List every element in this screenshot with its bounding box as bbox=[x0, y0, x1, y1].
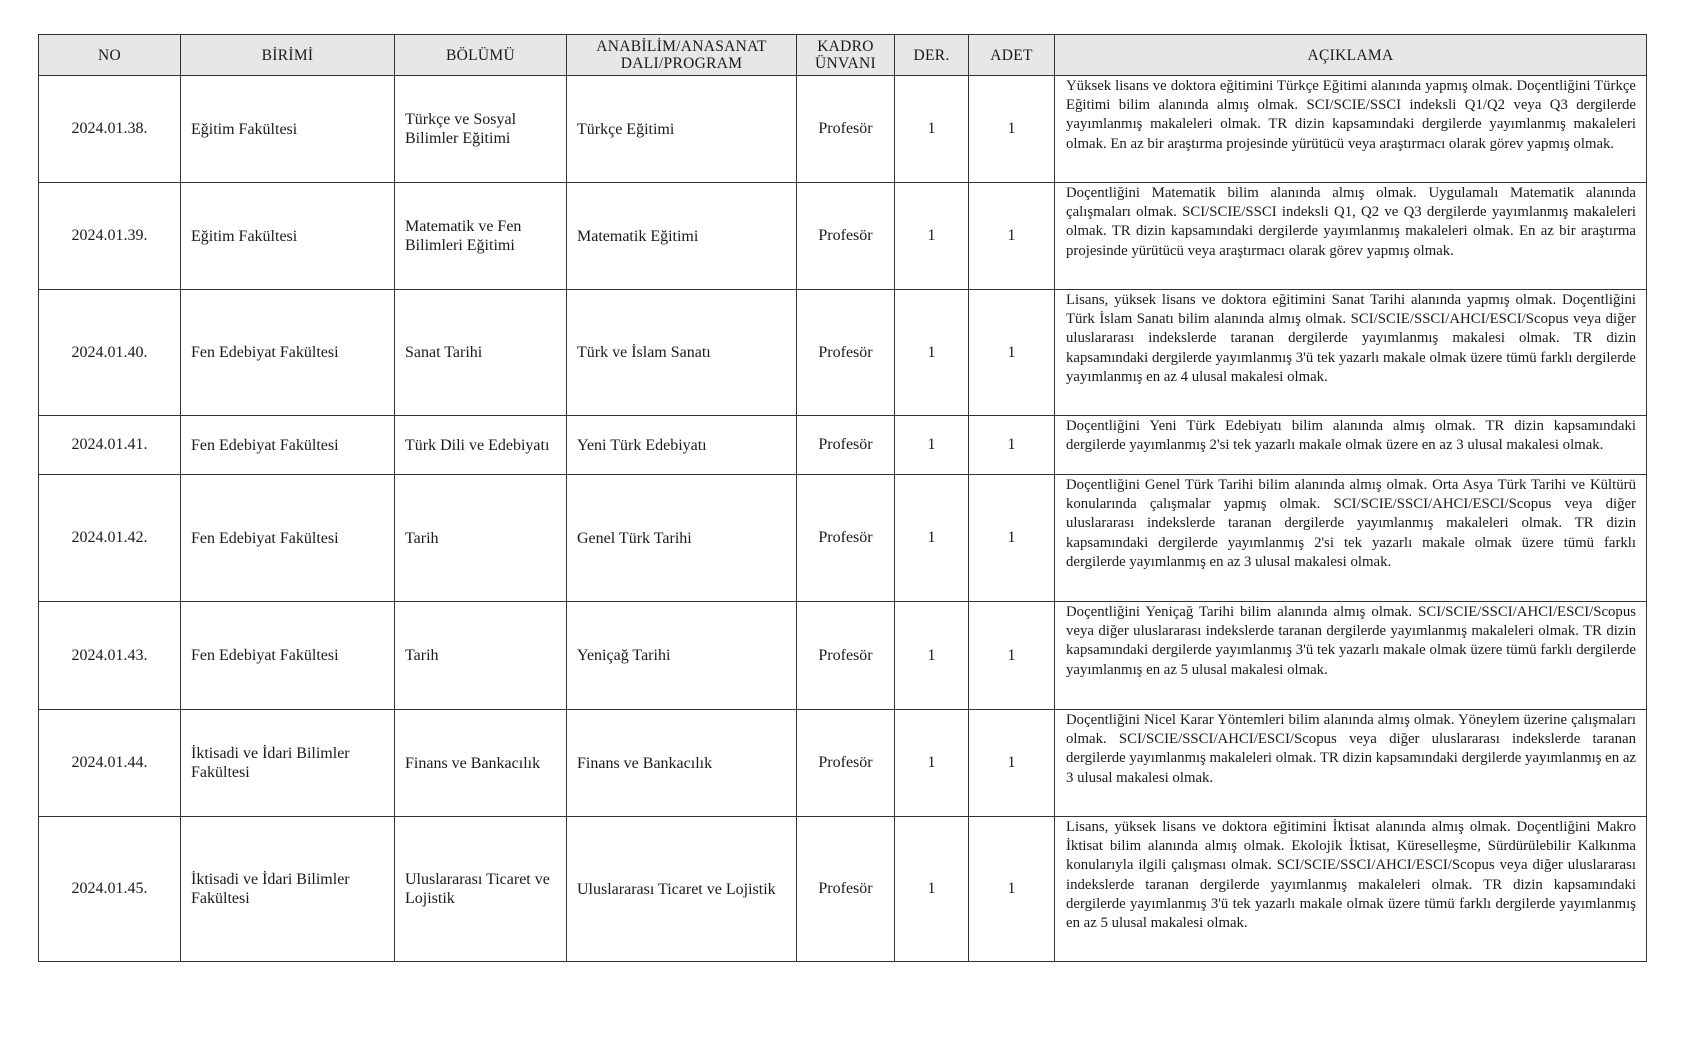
header-kadro-line2: ÜNVANI bbox=[815, 55, 876, 72]
cell-der: 1 bbox=[895, 817, 969, 962]
table-row bbox=[39, 183, 1647, 290]
cell-anabilim: Türkçe Eğitimi bbox=[567, 76, 797, 183]
cell-kadro: Profesör bbox=[797, 290, 895, 416]
cell-aciklama: Doçentliğini Yeniçağ Tarihi bilim alanında almış olmak. SCI/SCIE/SSCI/AHCI/ESCI/Scopus veya diğer uluslararası indekslerde taranan dergilerde yayımlanmış makaleleri olmak. TR dizin kapsamındaki dergilerde yayımlanmış 3'ü tek yazarlı makale olmak üzere tümü farklı dergilerde yayımlanmış en az 5 ulusal makalesi olmak. bbox=[1055, 602, 1647, 710]
cell-bolumu: Tarih bbox=[395, 602, 567, 710]
cell-adet: 1 bbox=[969, 710, 1055, 817]
table-row bbox=[39, 290, 1647, 416]
header-bolumu: BÖLÜMÜ bbox=[395, 35, 567, 76]
cell-birimi: Fen Edebiyat Fakültesi bbox=[181, 475, 395, 602]
cell-adet: 1 bbox=[969, 290, 1055, 416]
cell-anabilim: Yeni Türk Edebiyatı bbox=[567, 416, 797, 475]
header-kadro-line1: KADRO bbox=[817, 38, 874, 55]
cell-kadro: Profesör bbox=[797, 76, 895, 183]
cell-no: 2024.01.45. bbox=[39, 817, 181, 962]
cell-aciklama: Lisans, yüksek lisans ve doktora eğitimini İktisat alanında almış olmak. Doçentliğini Makro İktisat bilim alanında almış olmak. Ekolojik İktisat, Küreselleşme, Sürdürülebilir Kalkınma konularıyla ilgili çalışması olmak. SCI/SCIE/SSCI/AHCI/ESCI/Scopus veya diğer uluslararası indekslerde taranan dergilerde yayımlanmış makaleleri olmak. TR dizin kapsamındaki dergilerde yayımlanmış 3'ü tek yazarlı makale olmak üzere tümü farklı dergilerde yayımlanmış en az 5 ulusal makalesi olmak. bbox=[1055, 817, 1647, 962]
cell-anabilim: Yeniçağ Tarihi bbox=[567, 602, 797, 710]
cell-bolumu: Tarih bbox=[395, 475, 567, 602]
header-anabilim-line2: DALI/PROGRAM bbox=[620, 55, 743, 72]
cell-adet: 1 bbox=[969, 183, 1055, 290]
cell-bolumu: Türk Dili ve Edebiyatı bbox=[395, 416, 567, 475]
cell-no: 2024.01.42. bbox=[39, 475, 181, 602]
cell-no: 2024.01.43. bbox=[39, 602, 181, 710]
cell-no: 2024.01.41. bbox=[39, 416, 181, 475]
cell-anabilim: Uluslararası Ticaret ve Lojistik bbox=[567, 817, 797, 962]
cell-adet: 1 bbox=[969, 475, 1055, 602]
cell-bolumu: Türkçe ve Sosyal Bilimler Eğitimi bbox=[395, 76, 567, 183]
cell-aciklama: Doçentliğini Genel Türk Tarihi bilim alanında almış olmak. Orta Asya Türk Tarihi ve Kültürü konularında çalışmalar yapmış olmak. SCI/SCIE/SSCI/AHCI/ESCI/Scopus veya diğer uluslararası indekslerde taranan dergilerde yayımlanmış makaleleri olmak. TR dizin kapsamındaki dergilerde yayımlanmış 2'si tek yazarlı makale olmak üzere tümü farklı dergilerde yayımlanmış en az 3 ulusal makalesi olmak. bbox=[1055, 475, 1647, 602]
header-aciklama: AÇIKLAMA bbox=[1055, 35, 1647, 76]
cell-bolumu: Matematik ve Fen Bilimleri Eğitimi bbox=[395, 183, 567, 290]
header-birimi: BİRİMİ bbox=[181, 35, 395, 76]
cell-kadro: Profesör bbox=[797, 183, 895, 290]
cell-birimi: Eğitim Fakültesi bbox=[181, 183, 395, 290]
header-kadro bbox=[797, 35, 895, 76]
header-der: DER. bbox=[895, 35, 969, 76]
cell-bolumu: Uluslararası Ticaret ve Lojistik bbox=[395, 817, 567, 962]
header-anabilim-line1: ANABİLİM/ANASANAT bbox=[596, 38, 767, 55]
cell-kadro: Profesör bbox=[797, 817, 895, 962]
cell-aciklama: Doçentliğini Matematik bilim alanında almış olmak. Uygulamalı Matematik alanında çalışmaları olmak. SCI/SCIE/SSCI indeksli Q1, Q2 ve Q3 dergilerde yayımlanmış makaleleri olmak. TR dizin kapsamındaki dergilerde yayımlanmış makaleleri olmak. En az bir araştırma projesinde yürütücü veya araştırmacı olarak görev yapmış olmak. bbox=[1055, 183, 1647, 290]
cell-adet: 1 bbox=[969, 817, 1055, 962]
cell-no: 2024.01.39. bbox=[39, 183, 181, 290]
cell-adet: 1 bbox=[969, 602, 1055, 710]
table-row bbox=[39, 76, 1647, 183]
cell-no: 2024.01.44. bbox=[39, 710, 181, 817]
cell-kadro: Profesör bbox=[797, 602, 895, 710]
cell-adet: 1 bbox=[969, 76, 1055, 183]
document-page bbox=[38, 34, 1646, 962]
header-anabilim bbox=[567, 35, 797, 76]
cell-birimi: Fen Edebiyat Fakültesi bbox=[181, 602, 395, 710]
cell-der: 1 bbox=[895, 602, 969, 710]
cell-bolumu: Sanat Tarihi bbox=[395, 290, 567, 416]
table-row bbox=[39, 475, 1647, 602]
table-row bbox=[39, 817, 1647, 962]
cell-no: 2024.01.38. bbox=[39, 76, 181, 183]
header-row bbox=[39, 35, 1647, 76]
cell-kadro: Profesör bbox=[797, 710, 895, 817]
cell-bolumu: Finans ve Bankacılık bbox=[395, 710, 567, 817]
cell-aciklama: Doçentliğini Yeni Türk Edebiyatı bilim alanında almış olmak. TR dizin kapsamındaki dergilerde yayımlanmış 2'si tek yazarlı makale olmak üzere en az 3 ulusal makalesi olmak. bbox=[1055, 416, 1647, 475]
cell-der: 1 bbox=[895, 183, 969, 290]
header-no: NO bbox=[39, 35, 181, 76]
cell-der: 1 bbox=[895, 475, 969, 602]
cell-aciklama: Doçentliğini Nicel Karar Yöntemleri bilim alanında almış olmak. Yöneylem üzerine çalışmaları olmak. SCI/SCIE/SSCI/AHCI/ESCI/Scopus veya diğer uluslararası indekslerde taranan dergilerde yayımlanmış makaleleri olmak. TR dizin kapsamındaki dergilerde yayımlanmış en az 3 ulusal makalesi olmak. bbox=[1055, 710, 1647, 817]
cell-der: 1 bbox=[895, 416, 969, 475]
cell-anabilim: Finans ve Bankacılık bbox=[567, 710, 797, 817]
table-row bbox=[39, 602, 1647, 710]
cell-anabilim: Matematik Eğitimi bbox=[567, 183, 797, 290]
table-row bbox=[39, 710, 1647, 817]
cell-no: 2024.01.40. bbox=[39, 290, 181, 416]
cell-aciklama: Yüksek lisans ve doktora eğitimini Türkçe Eğitimi alanında yapmış olmak. Doçentliğini Türkçe Eğitimi bilim alanında almış olmak. SCI/SCIE/SSCI indeksli Q1/Q2 veya Q3 dergilerde yayımlanmış makaleleri olmak. TR dizin kapsamındaki dergilerde yayımlanmış makaleleri olmak. En az bir araştırma projesinde yürütücü veya araştırmacı olarak görev yapmış olmak. bbox=[1055, 76, 1647, 183]
cell-kadro: Profesör bbox=[797, 416, 895, 475]
cell-der: 1 bbox=[895, 76, 969, 183]
cell-der: 1 bbox=[895, 290, 969, 416]
cell-aciklama: Lisans, yüksek lisans ve doktora eğitimini Sanat Tarihi alanında yapmış olmak. Doçentliğini Türk İslam Sanatı bilim alanında almış olmak. SCI/SCIE/SSCI/AHCI/ESCI/Scopus veya diğer uluslararası indekslerde taranan dergilerde yayımlanmış makalesi olmak. TR dizin kapsamındaki dergilerde yayımlanmış 3'ü tek yazarlı makale olmak üzere tümü farklı dergilerde yayımlanmış en az 4 ulusal makalesi olmak. bbox=[1055, 290, 1647, 416]
positions-table bbox=[38, 34, 1647, 962]
cell-birimi: İktisadi ve İdari Bilimler Fakültesi bbox=[181, 710, 395, 817]
cell-anabilim: Genel Türk Tarihi bbox=[567, 475, 797, 602]
cell-birimi: Fen Edebiyat Fakültesi bbox=[181, 290, 395, 416]
cell-adet: 1 bbox=[969, 416, 1055, 475]
cell-anabilim: Türk ve İslam Sanatı bbox=[567, 290, 797, 416]
cell-kadro: Profesör bbox=[797, 475, 895, 602]
header-adet: ADET bbox=[969, 35, 1055, 76]
cell-birimi: Eğitim Fakültesi bbox=[181, 76, 395, 183]
cell-birimi: Fen Edebiyat Fakültesi bbox=[181, 416, 395, 475]
cell-birimi: İktisadi ve İdari Bilimler Fakültesi bbox=[181, 817, 395, 962]
cell-der: 1 bbox=[895, 710, 969, 817]
table-row bbox=[39, 416, 1647, 475]
